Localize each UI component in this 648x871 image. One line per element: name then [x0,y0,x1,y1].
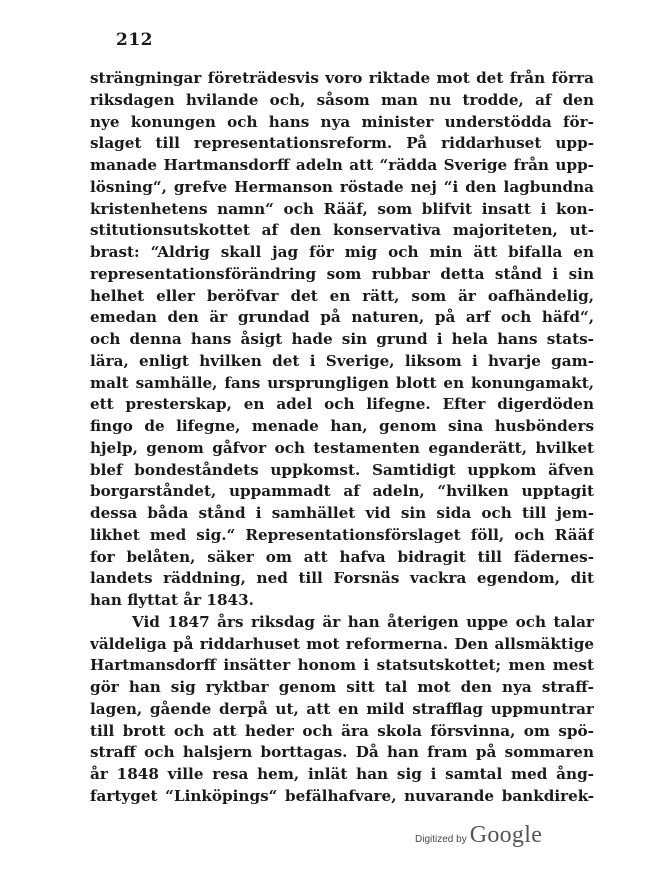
text-line: fingo de lifegne, menade han, genom sina husbönders [90,417,594,435]
text-line: lagen, gående derpå ut, att en mild strafflag uppmuntrar [90,699,594,718]
text-line: stitutionsutskottet af den konservativa majoriteten, ut- [90,221,594,240]
text-line: slaget till representationsreform. På riddarhuset upp- [90,134,594,153]
text-line: emedan den är grundad på naturen, på arf och häfd“, [90,308,594,327]
text-line: och denna hans åsigt hade sin grund i hela hans stats- [90,330,594,348]
text-line: malt samhälle, fans ursprungligen blott en konungamakt, [90,373,594,392]
paragraph-end-line: han flyttat år 1843. [90,591,254,609]
text-line: ett presterskap, en adel och lifegne. Efter digerdöden [90,395,594,414]
text-line: strängningar företrädesvis voro riktade mot det från förra [90,69,594,87]
text-line: dessa båda stånd i samhället vid sin sida och till jem- [90,504,594,522]
text-line: år 1848 ville resa hem, inlät han sig i samtal med ång- [90,765,594,783]
text-line: likhet med sig.“ Representationsförslaget föll, och Rääf [90,525,594,544]
text-line: manade Hartmansdorff adeln att “rädda Sverige från upp- [90,156,594,174]
text-line: representationsförändring som rubbar detta stånd i sin [90,264,594,283]
text-line: for belåten, säker om att hafva bidragit till fädernes- [90,547,594,566]
text-line: till brott och att heder och ära skola försvinna, om spö- [90,721,594,740]
text-line: borgarståndet, uppammadt af adeln, “hvilken upptagit [90,482,594,501]
digitized-by-label: Digitized by [415,834,467,845]
text-line: hjelp, genom gåfvor och testamenten eganderätt, hvilket [90,438,594,457]
page-number: 212 [116,30,153,50]
text-line: Hartmansdorff insätter honom i statsutskottet; men mest [90,656,594,675]
text-line: helhet eller beröfvar det en rätt, som är oafhändelig, [90,286,594,305]
digitized-by-watermark [415,822,542,849]
text-line: brast: “Aldrig skall jag för mig och min ätt bifalla en [90,243,594,261]
text-line: nye konungen och hans nya minister understödda för- [90,112,594,131]
text-line: lösning“, grefve Hermanson röstade nej “i den lagbundna [90,177,594,196]
google-logo: Google [469,822,543,848]
text-line: blef bondeståndets uppkomst. Samtidigt uppkom äfven [90,460,594,479]
body-text [90,68,594,808]
text-line: fartyget “Linköpings“ befälhafvare, nuvarande bankdirek- [90,786,594,805]
text-line: landets räddning, ned till Forsnäs vackra egendom, dit [90,569,594,588]
text-line: väldeliga på riddarhuset mot reformerna. Den allsmäktige [90,634,594,653]
text-line: straff och halsjern borttagas. Då han fram på sommaren [90,743,594,762]
paragraph-start-line: Vid 1847 års riksdag är han återigen uppe och talar [132,612,594,631]
text-line: riksdagen hvilande och, såsom man nu trodde, af den [90,90,594,109]
text-line: gör han sig ryktbar genom sitt tal mot den nya straff- [90,678,594,696]
text-line: lära, enligt hvilken det i Sverige, liksom i hvarje gam- [90,351,594,370]
text-line: kristenhetens namn“ och Rääf, som blifvit insatt i kon- [90,199,594,218]
